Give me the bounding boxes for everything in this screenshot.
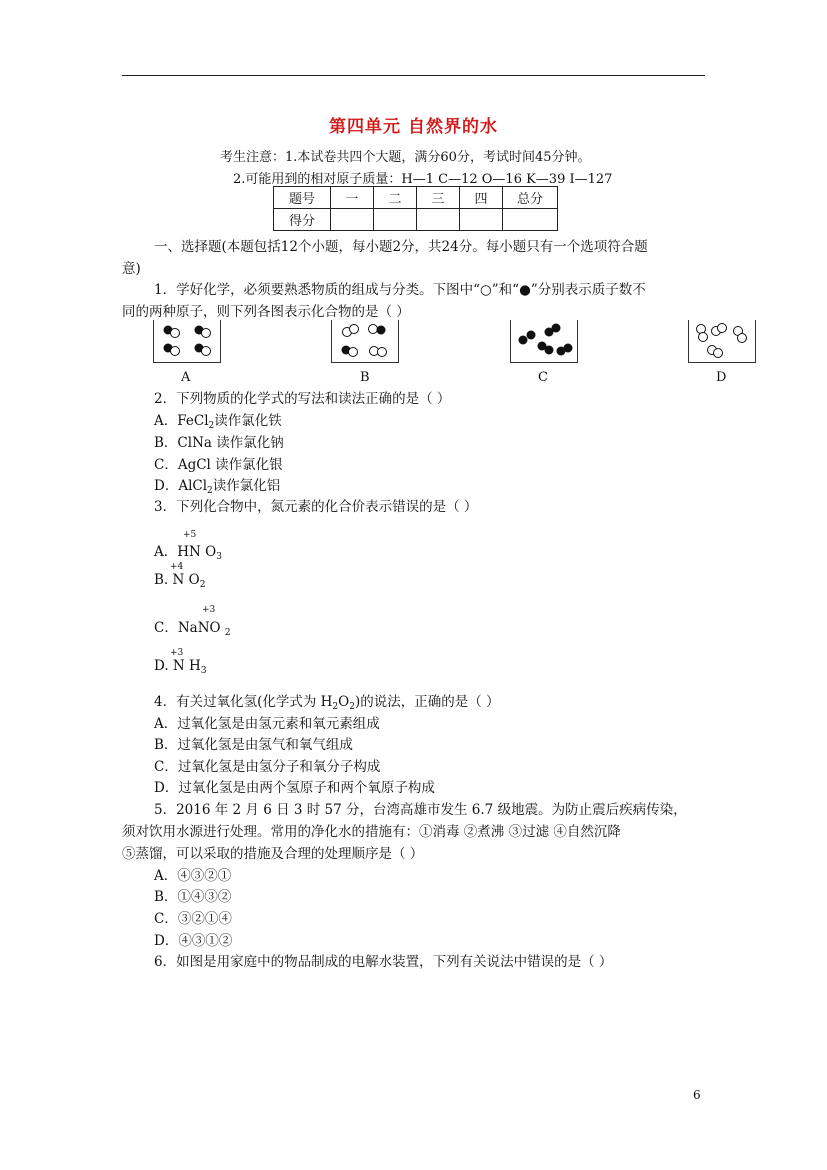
q2-option-a[interactable]: A．FeCl$_2$读作氯化铁 xyxy=(154,413,282,431)
q3-option-b[interactable]: B. N $O_2$ xyxy=(154,572,206,590)
white-atom xyxy=(171,347,180,356)
q1-stem: 1．学好化学，必须要熟悉物质的组成与分类。下图中“○”和“●”分别表示质子数不 xyxy=(154,282,646,298)
page-title: 第四单元 自然界的水 xyxy=(329,117,498,137)
q3-option-c[interactable]: C．NaNO $_2$ xyxy=(154,620,231,638)
white-atom xyxy=(202,347,211,356)
q4-stem: 4．有关过氧化氢(化学式为 $H_2O_2$)的说法，正确的是（ ） xyxy=(154,694,500,712)
q5-option-d[interactable]: D．④③①② xyxy=(154,933,233,949)
beaker-a-label: A xyxy=(181,370,191,385)
q3-option-d[interactable]: D. N $H_3$ xyxy=(154,658,207,676)
white-atom xyxy=(718,324,727,333)
black-atom xyxy=(519,336,528,345)
score-header-cell: 三 xyxy=(417,187,460,209)
white-atom xyxy=(349,348,358,357)
score-header-cell: 总分 xyxy=(503,187,558,209)
q2-option-d[interactable]: D．AlCl$_2$读作氯化铝 xyxy=(154,478,281,496)
q3-a-valence: +5 xyxy=(183,530,197,540)
q4-option-d[interactable]: D．过氧化氢是由两个氢原子和两个氧原子构成 xyxy=(154,780,435,796)
q5-stem: 5．2016 年 2 月 6 日 3 时 57 分，台湾高雄市发生 6.7 级地震。为防止震后疾病传染， xyxy=(154,802,687,818)
score-header-cell: 二 xyxy=(374,187,417,209)
white-atom xyxy=(350,325,359,334)
q4-option-b[interactable]: B．过氧化氢是由氢气和氧气组成 xyxy=(154,737,353,753)
exam-note-2: 2.可能用到的相对原子质量：H—1 C—12 O—16 K—39 I—127 xyxy=(233,172,613,187)
q5-option-b[interactable]: B．①④③② xyxy=(154,889,232,905)
molecules-a xyxy=(154,320,220,362)
q6-stem: 6．如图是用家庭中的物品制成的电解水装置，下列有关说法中错误的是（ ） xyxy=(154,954,613,970)
q3-b-valence: +4 xyxy=(170,562,184,572)
score-cell[interactable] xyxy=(503,209,558,231)
beaker-b-label: B xyxy=(360,370,370,385)
q3-stem: 3．下列化合物中，氮元素的化合价表示错误的是（ ） xyxy=(154,499,478,515)
score-header-cell: 题号 xyxy=(274,187,331,209)
q5-stem-cont: 须对饮用水源进行处理。常用的净化水的措施有：①消毒 ②煮沸 ③过滤 ④自然沉降 xyxy=(122,824,621,840)
molecules-c xyxy=(511,320,577,362)
score-cell[interactable] xyxy=(417,209,460,231)
q3-d-valence: +3 xyxy=(170,648,184,658)
white-atom xyxy=(378,348,387,357)
q2-stem: 2．下列物质的化学式的写法和读法正确的是（ ） xyxy=(154,391,451,407)
black-atom xyxy=(527,331,536,340)
q5-option-a[interactable]: A．④③②① xyxy=(154,868,232,884)
score-header-cell: 四 xyxy=(460,187,503,209)
score-cell[interactable] xyxy=(460,209,503,231)
score-cell[interactable] xyxy=(331,209,374,231)
beaker-c-diagram xyxy=(510,320,578,363)
exam-note-1: 考生注意：1.本试卷共四个大题，满分60分，考试时间45分钟。 xyxy=(220,150,591,165)
beaker-d-label: D xyxy=(716,370,727,385)
score-table xyxy=(273,186,558,231)
black-atom xyxy=(564,344,573,353)
q4-option-a[interactable]: A．过氧化氢是由氢元素和氧元素组成 xyxy=(154,716,380,732)
q1-stem-cont: 同的两种原子，则下列各图表示化合物的是（ ） xyxy=(122,304,410,320)
white-atom xyxy=(171,329,180,338)
header-rule xyxy=(122,75,705,76)
white-atom xyxy=(699,333,708,342)
score-row-label: 得分 xyxy=(274,209,331,231)
q3-c-valence: +3 xyxy=(202,605,216,615)
section-heading: 一、选择题(本题包括12个小题，每小题2分，共24分。每小题只有一个选项符合题 xyxy=(154,239,648,255)
beaker-a-diagram xyxy=(153,320,221,363)
q5-stem-cont2: ⑤蒸馏，可以采取的措施及合理的处理顺序是（ ） xyxy=(122,846,424,862)
page-number: 6 xyxy=(693,1088,701,1102)
q4-option-c[interactable]: C．过氧化氢是由氢分子和氧分子构成 xyxy=(154,759,381,775)
beaker-b-diagram xyxy=(331,320,399,363)
q2-option-b[interactable]: B．ClNa 读作氯化钠 xyxy=(154,435,284,451)
score-cell[interactable] xyxy=(374,209,417,231)
molecules-b xyxy=(332,320,398,362)
white-atom xyxy=(714,349,723,358)
white-atom xyxy=(369,325,378,334)
white-atom xyxy=(738,334,747,343)
black-atom xyxy=(377,326,386,335)
white-atom xyxy=(202,329,211,338)
q2-option-c[interactable]: C．AgCl 读作氯化银 xyxy=(154,457,283,473)
beaker-c-label: C xyxy=(538,370,548,385)
score-header-cell: 一 xyxy=(331,187,374,209)
q5-option-c[interactable]: C．③②①④ xyxy=(154,911,232,927)
q3-option-a[interactable]: A．HN $O_3$ xyxy=(154,544,222,562)
black-atom xyxy=(545,346,554,355)
beaker-d-diagram xyxy=(688,320,756,363)
black-atom xyxy=(552,324,561,333)
section-heading-cont: 意) xyxy=(122,261,141,277)
molecules-d xyxy=(689,320,755,362)
